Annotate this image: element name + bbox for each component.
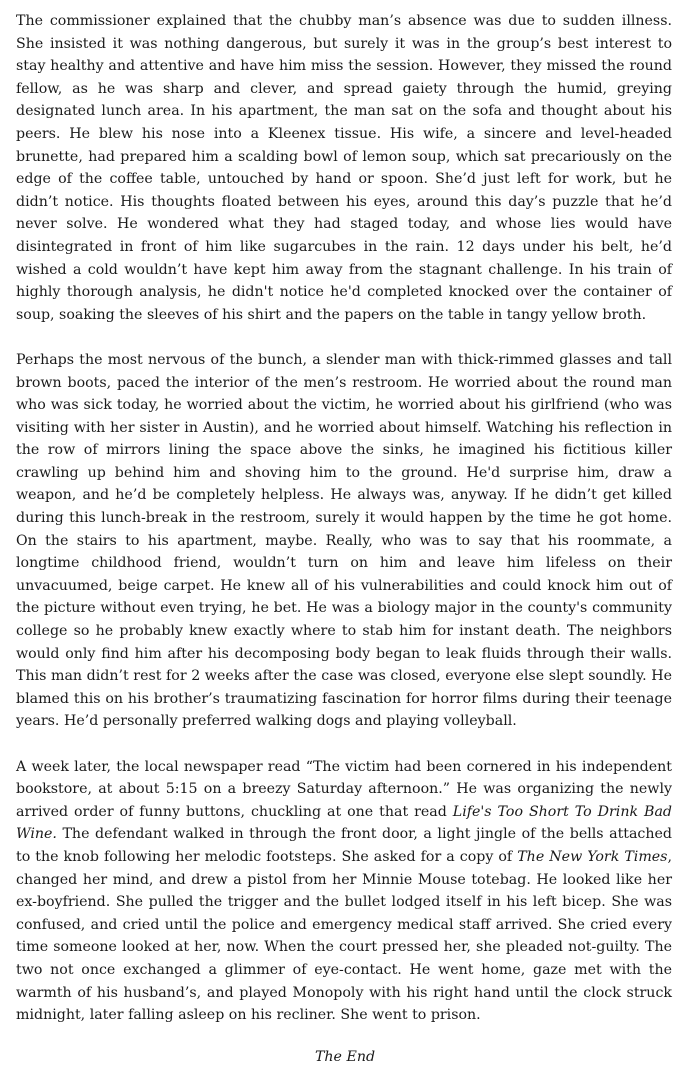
newspaper-title: The New York Times (517, 848, 668, 865)
paragraph-1: The commissioner explained that the chubby man’s absence was due to sudden illness. She insisted it was nothing dangerous, but surely it was in the group’s best interest to stay healthy and attentive and have him miss the session. However, they missed the round fellow, as he was sharp and clever, and spread gaiety through the humid, greying designated lunch area. In his apartment, the man sat on the sofa and thought about his peers. He blew his nose into a Kleenex tissue. His wife, a sincere and level-headed brunette, had prepared him a scalding bowl of lemon soup, which sat precariously on the edge of the coffee table, untouched by hand or spoon. She’d just left for work, but he didn’t notice. His thoughts floated between his eyes, around this day’s puzzle that he’d never solve. He wondered what they had staged today, and whose lies would have disintegrated in front of him like sugarcubes in the rain. 12 days under his belt, he’d wished a cold wouldn’t have kept him away from the stagnant challenge. In his train of highly thorough analysis, he didn't notice he'd completed knocked over the container of soup, soaking the sleeves of his shirt and the papers on the table in tangy yellow broth. (16, 13, 672, 323)
the-end-heading: The End (314, 1049, 376, 1065)
story-body (16, 10, 672, 1049)
paragraph-3-text-3: , changed her mind, and drew a pistol from her Minnie Mouse totebag. He looked like her ex-boyfriend. She pulled the trigger and the bullet lodged itself in his left bicep. She was confused, and cried until the police and emergency medical staff arrived. She cried every time someone looked at her, now. When the court pressed her, she pleaded not-guilty. The two not once exchanged a glimmer of eye-contact. He went home, gaze met with the warmth of his husband’s, and played Monopoly with his right hand until the clock struck midnight, later falling asleep on his recliner. She went to prison. (16, 848, 672, 1024)
paragraph-3-text-1: A week later, the local newspaper read “The victim had been cornered in his independent bookstore, at about 5:15 on a breezy Saturday afternoon.” He was organizing the newly arrived order of funny buttons, chuckling at one that read (16, 758, 672, 820)
paragraph-3-text-2: The defendant walked in through the front door, a light jingle of the bells attached to the knob following her melodic footsteps. She asked for a copy of (16, 826, 672, 865)
button-slogan: Life's Too Short To Drink Bad Wine. (16, 803, 672, 843)
paragraph-2: Perhaps the most nervous of the bunch, a slender man with thick-rimmed glasses and tall brown boots, paced the interior of the men’s restroom. He worried about the round man who was sick today, he worried about the victim, he worried about his girlfriend (who was visiting with her sister in Austin), and he worried about himself. Watching his reflection in the row of mirrors lining the space above the sinks, he imagined his fictitious killer crawling up behind him and shoving him to the ground. He'd surprise him, draw a weapon, and he’d be completely helpless. He always was, anyway. If he didn’t get killed during this lunch-break in the restroom, surely it would happen by the time he got home. On the stairs to his apartment, maybe. Really, who was to say that his roommate, a longtime childhood friend, wouldn’t turn on him and leave him lifeless on their unvacuumed, beige carpet. He knew all of his vulnerabilities and could knock him out of the picture without even trying, he bet. He was a biology major in the county's community college so he probably knew exactly where to stab him for instant death. The neighbors would only find him after his decomposing body began to leak fluids through their walls. This man didn’t rest for 2 weeks after the case was closed, everyone else slept soundly. He blamed this on his brother’s traumatizing fascination for horror films during their teenage years. He’d personally preferred walking dogs and playing volleyball. (16, 351, 672, 730)
paragraph-3 (16, 756, 672, 1027)
